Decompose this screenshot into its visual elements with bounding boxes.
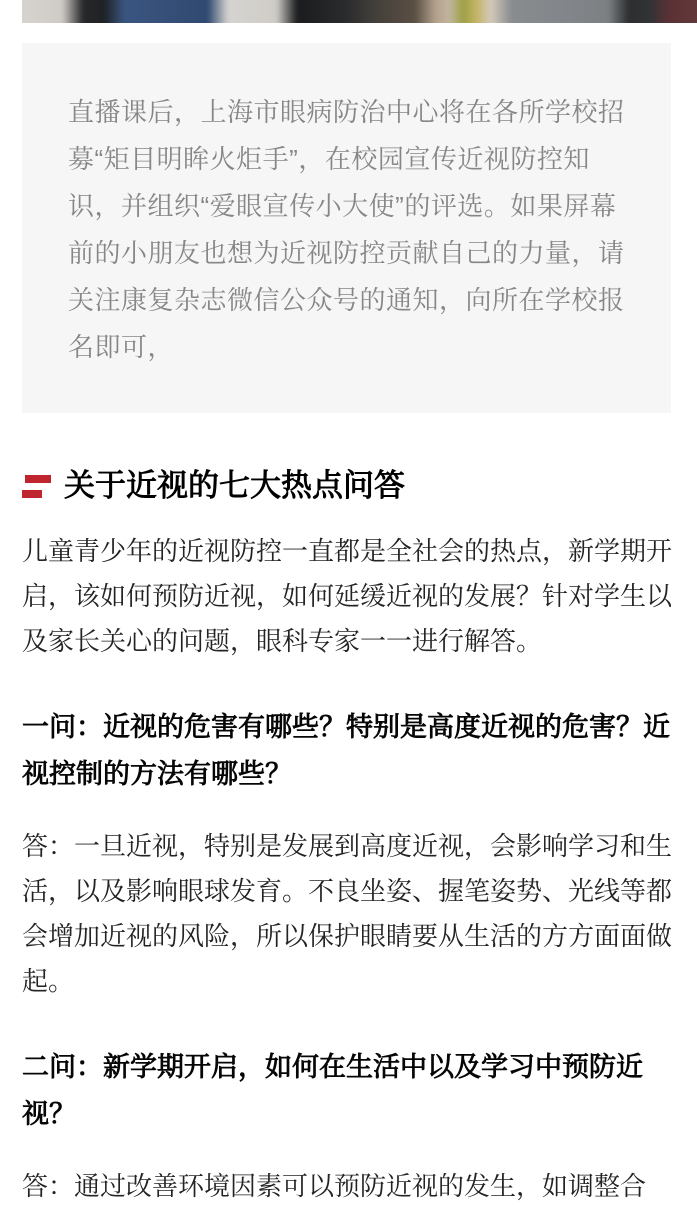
double-bar-icon-bottom <box>22 490 42 498</box>
crowd-photo <box>22 0 697 23</box>
crowd-photo-blur <box>22 0 697 23</box>
double-bar-icon-top <box>25 475 51 483</box>
quote-box <box>22 43 671 413</box>
section-heading <box>22 469 675 503</box>
question-1-heading: 一问：近视的危害有哪些？特别是高度近视的危害？近视控制的方法有哪些？ <box>22 712 670 790</box>
quote-text: 直播课后，上海市眼病防治中心将在各所学校招募“矩目明眸火炬手”，在校园宣传近视防控知识，并组织“爱眼宣传小大使”的评选。如果屏幕前的小朋友也想为近视防控贡献自己的力量，请关注康复杂志微信公众号的通知，向所在学校报名即可， <box>68 97 625 362</box>
question-2-heading: 二问：新学期开启，如何在生活中以及学习中预防近视？ <box>22 1052 643 1130</box>
section-title: 关于近视的七大热点问答 <box>64 468 405 503</box>
answer-2-paragraph: 答：通过改善环境因素可以预防近视的发生，如调整合 <box>22 1171 647 1202</box>
double-bar-icon <box>22 473 51 499</box>
answer-1-paragraph: 答：一旦近视，特别是发展到高度近视，会影响学习和生活，以及影响眼球发育。不良坐姿、握笔姿势、光线等都会增加近视的风险，所以保护眼睛要从生活的方方面面做起。 <box>22 831 673 997</box>
intro-paragraph: 儿童青少年的近视防控一直都是全社会的热点，新学期开启，该如何预防近视，如何延缓近视的发展？针对学生以及家长关心的问题，眼科专家一一进行解答。 <box>22 536 673 657</box>
